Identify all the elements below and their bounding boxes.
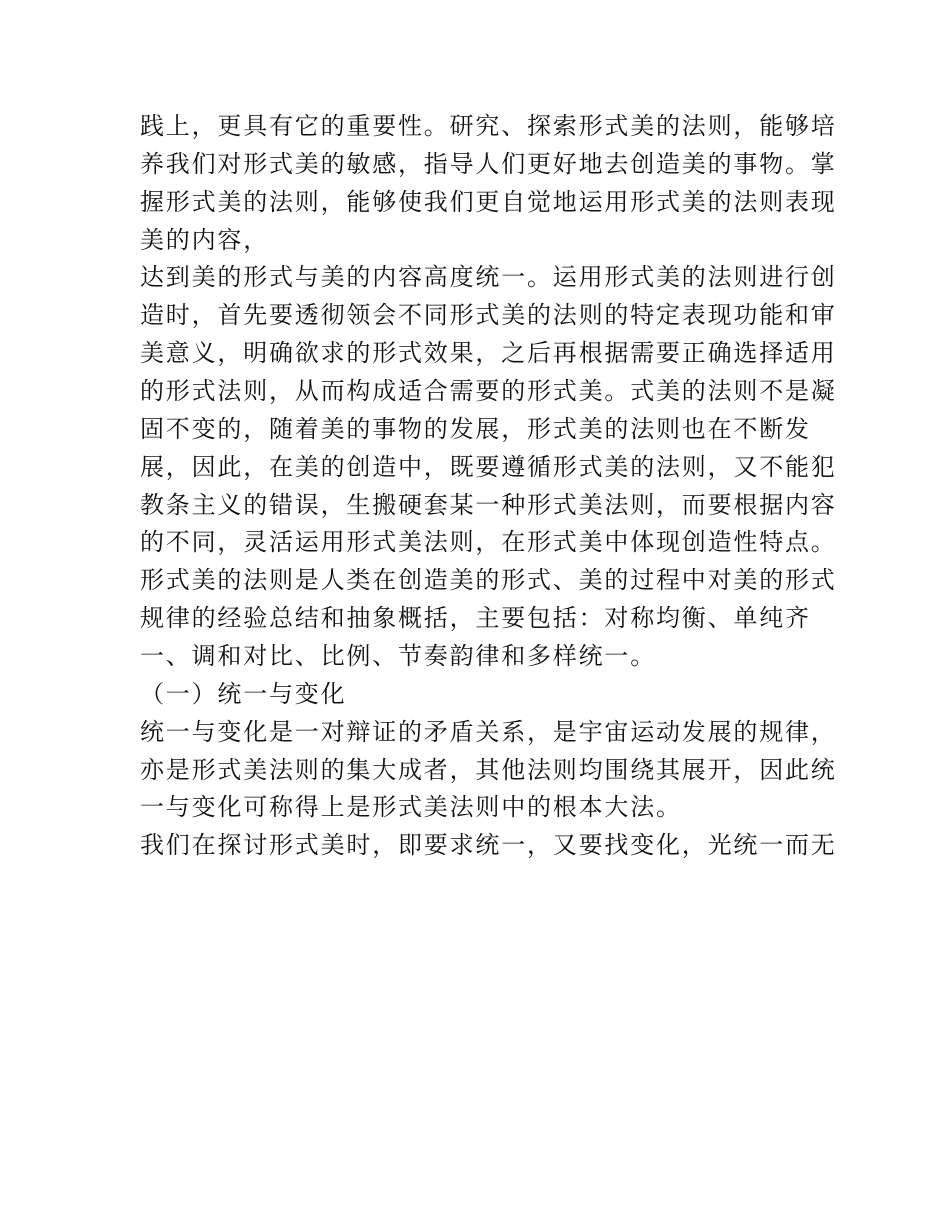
text-line: 美意义，明确欲求的形式效果，之后再根据需要正确选择适用 [140,339,837,368]
text-line: 践上，更具有它的重要性。研究、探索形式美的法则，能够培 [140,112,837,140]
text-line: 达到美的形式与美的内容高度统一。运用形式美的法则进行创 [140,263,837,292]
text-line: 亦是形式美法则的集大成者，其他法则均围绕其展开，因此统 [140,755,837,784]
section-heading: （一）统一与变化 [140,679,347,708]
text-line: 固不变的，随着美的事物的发展，形式美的法则也在不断发 [140,414,811,443]
text-line: 形式美的法则是人类在创造美的形式、美的过程中对美的形式 [140,566,837,595]
text-line: 美的内容， [140,225,269,254]
text-line: 统一与变化是一对辩证的矛盾关系，是宇宙运动发展的规律， [140,717,837,746]
text-line: 一与变化可称得上是形式美法则中的根本大法。 [140,793,682,822]
text-line: 一、调和对比、比例、节奏韵律和多样统一。 [140,642,656,671]
text-line: 造时，首先要透彻领会不同形式美的法则的特定表现功能和审 [140,301,837,330]
body-text [140,108,837,865]
text-line: 规律的经验总结和抽象概括，主要包括：对称均衡、单纯齐 [140,604,811,633]
text-line: 展，因此，在美的创造中，既要遵循形式美的法则，又不能犯 [140,452,837,481]
text-line: 养我们对形式美的敏感，指导人们更好地去创造美的事物。掌 [140,149,837,178]
text-line: 握形式美的法则，能够使我们更自觉地运用形式美的法则表现 [140,187,837,216]
text-line: 教条主义的错误，生搬硬套某一种形式美法则，而要根据内容 [140,490,837,519]
text-line: 我们在探讨形式美时，即要求统一，又要找变化，光统一而无 [140,831,837,860]
text-line: 的不同，灵活运用形式美法则，在形式美中体现创造性特点。 [140,528,837,557]
text-line: 的形式法则，从而构成适合需要的形式美。式美的法则不是凝 [140,377,837,406]
